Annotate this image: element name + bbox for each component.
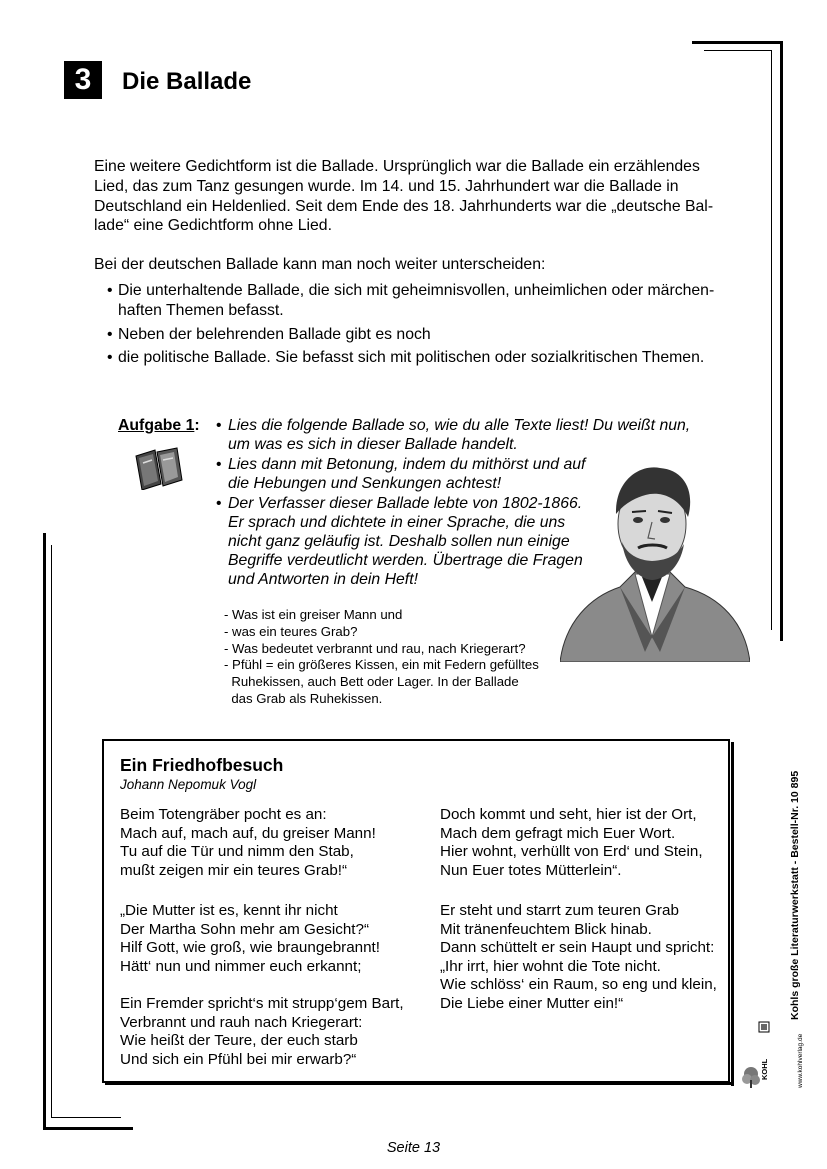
frame-line [771,50,772,630]
frame-line [704,50,772,51]
poem-line: Nun Euer totes Mütterlein“. [440,861,622,879]
poem-line: Doch kommt und seht, hier ist der Ort, [440,806,697,823]
poem-author: Johann Nepomuk Vogl [120,777,257,792]
poem-line: Mit tränenfeuchtem Blick hinab. [440,920,652,938]
intro-paragraph: Eine weitere Gedichtform ist die Ballade. Ursprünglich war die Ballade ein erzählendes Lied, das zum Tanz gesungen wurde. Im 14. und 15. Jahrhundert war die Ballade in Deutschland ein Heldenlied. Seit dem Ende des 18. Jahrhunderts war die „deutsche Bal-lade“ eine Gedichtform ohne Lied. [94,158,714,235]
question-line: - was ein teures Grab? [224,623,358,639]
series-info: Kohls große Literaturwerkstatt - Bestell-Nr. 10 895 [789,770,801,1020]
task-label-colon: : [194,417,200,434]
portrait-illustration [560,462,750,662]
poem-title: Ein Friedhofbesuch [120,755,284,775]
task-item: • Der Verfasser dieser Ballade lebte von 1802-1866. Er sprach und dichtete in einer Sprache, die uns nicht ganz geläufig ist. Deshalb sollen nun einige Begriffe verdeutlicht werden. Übertrage die Fragen und Antworten in dein Heft! [216,494,588,589]
question-line: das Grab als Ruhekissen. [224,690,383,706]
ballad-types-list [94,281,730,368]
poem-line: Mach auf, mach auf, du greiser Mann! [120,824,376,842]
intro-text [94,157,730,372]
poem-line: Hätt‘ nun und nimmer euch erkannt; [120,957,362,975]
frame-line [43,1127,133,1130]
poem-line: Er steht und starrt zum teuren Grab [440,902,679,919]
publisher-url: www.kohlverlag.de [797,1033,804,1088]
question-line: Ruhekissen, auch Bett oder Lager. In der Ballade [224,674,519,690]
poem-line: Mach dem gefragt mich Euer Wort. [440,824,676,842]
poem-stanza [120,995,404,1069]
poem-stanza [120,902,380,976]
list-item: • Die unterhaltende Ballade, die sich mit geheimnisvollen, unheimlichen oder märchen-haften Themen befasst. [94,281,728,321]
books-icon [133,446,185,490]
poem-line: Beim Totengräber pocht es an: [120,806,327,823]
task-item: • Lies die folgende Ballade so, wie du alle Texte liest! Du weißt nun, um was es sich in dieser Ballade handelt. [216,416,706,454]
poem-stanza [120,806,376,880]
frame-line [692,41,782,44]
poem-line: „Die Mutter ist es, kennt ihr nicht [120,902,338,919]
question-line: - Pfühl = ein größeres Kissen, ein mit Federn gefülltes [224,657,539,673]
poem-box-shadow [731,742,734,1086]
chapter-number: 3 [64,61,102,99]
frame-line [51,545,52,1117]
task-label [118,416,200,436]
poem-line: Hier wohnt, verhüllt von Erd‘ und Stein, [440,843,703,861]
poem-line: Hilf Gott, wie groß, wie braungebrannt! [120,939,380,957]
poem-line: Der Martha Sohn mehr am Gesicht?“ [120,920,369,938]
list-item: • Neben der belehrenden Ballade gibt es noch [94,325,728,345]
task-label-text: Aufgabe 1 [118,417,195,434]
poem-line: Und sich ein Pfühl bei mir erwarb?“ [120,1050,357,1068]
page-number: Seite 13 [386,1140,441,1156]
publisher-logo-text: KOHL [760,1058,769,1080]
frame-line [780,41,783,641]
poem-line: Ein Fremder spricht‘s mit strupp‘gem Bart, [120,995,404,1012]
question-line: - Was ist ein greiser Mann und [224,607,403,622]
poem-line: Dann schüttelt er sein Haupt und spricht: [440,939,715,957]
poem-line: mußt zeigen mir ein teures Grab!“ [120,861,348,879]
task-item: • Lies dann mit Betonung, indem du mithörst und auf die Hebungen und Senkungen achtest! [216,455,588,493]
poem-line: Wie schlöss‘ ein Raum, so eng und klein, [440,976,717,994]
vocabulary-questions [224,607,584,708]
frame-line [43,533,46,1130]
list-item: • die politische Ballade. Sie befasst sich mit politischen oder sozialkritischen Themen. [94,348,728,368]
poem-line: „Ihr irrt, hier wohnt die Tote nicht. [440,957,661,975]
page-title: Die Ballade [122,68,252,95]
poem-stanza [440,806,703,880]
intro-paragraph: Bei der deutschen Ballade kann man noch weiter unterscheiden: [94,256,546,274]
poem-stanza [440,902,717,1014]
question-line: - Was bedeutet verbrannt und rau, nach Kriegerart? [224,640,526,656]
poem-line: Tu auf die Tür und nimm den Stab, [120,843,354,861]
frame-line [51,1117,121,1118]
poem-line: Verbrannt und rauh nach Kriegerart: [120,1013,363,1031]
poem-line: Wie heißt der Teure, der euch starb [120,1032,358,1050]
poem-line: Die Liebe einer Mutter ein!“ [440,994,624,1012]
